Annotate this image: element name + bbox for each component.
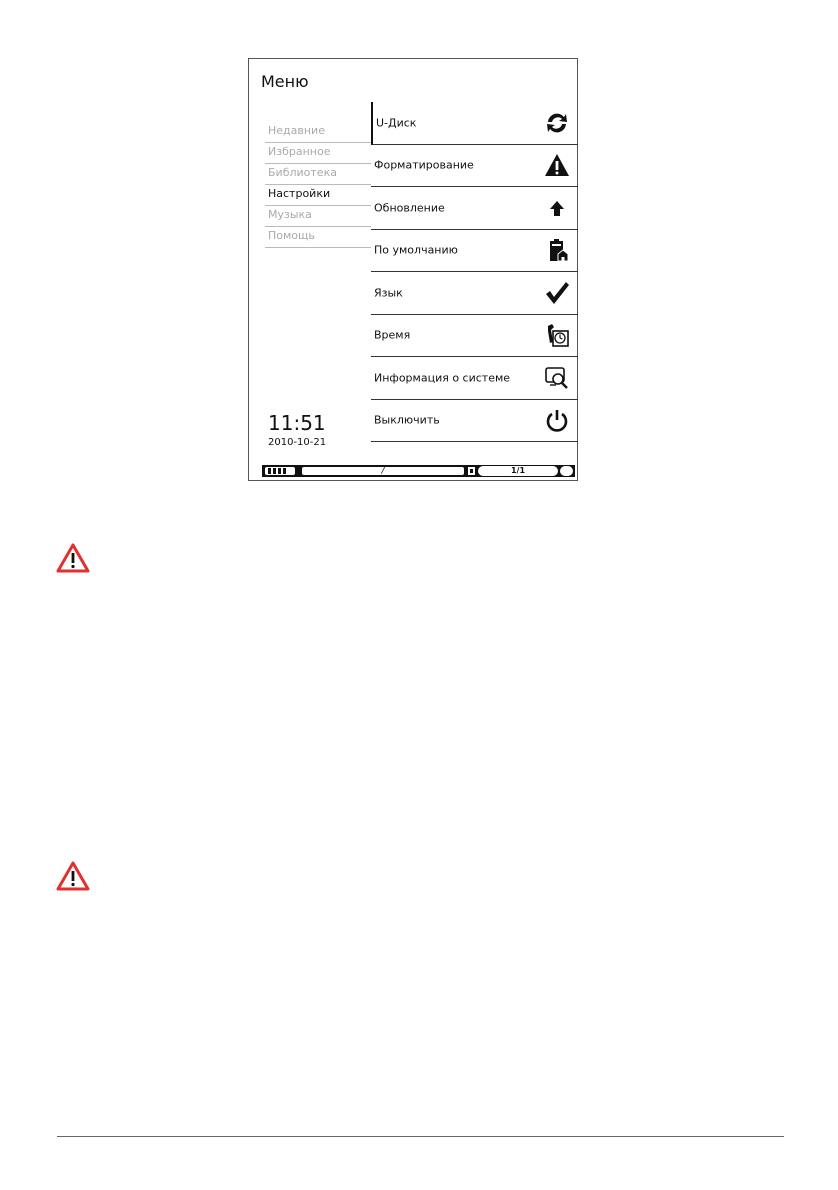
warning-icon bbox=[544, 152, 570, 178]
clock-date: 2010-10-21 bbox=[268, 437, 327, 448]
clock-tools-icon bbox=[544, 322, 570, 348]
warning-icon bbox=[55, 860, 91, 892]
footer-rule bbox=[57, 1136, 784, 1137]
path-indicator: / bbox=[302, 467, 464, 475]
settings-item-label: Информация о системе bbox=[374, 371, 511, 385]
settings-item-label: Обновление bbox=[374, 201, 445, 215]
settings-item-label: Язык bbox=[374, 286, 403, 300]
settings-item-default[interactable] bbox=[371, 230, 578, 273]
settings-item-update[interactable] bbox=[371, 187, 578, 230]
settings-item-time[interactable] bbox=[371, 315, 578, 358]
settings-item-label: Время bbox=[374, 328, 411, 342]
nav-item-recent[interactable]: Недавние bbox=[265, 122, 371, 143]
nav-item-help[interactable]: Помощь bbox=[265, 227, 371, 248]
nav-item-settings[interactable]: Настройки bbox=[265, 185, 371, 206]
settings-item-power-off[interactable] bbox=[371, 400, 578, 443]
nav-item-favorites[interactable]: Избранное bbox=[265, 143, 371, 164]
settings-item-label: U-Диск bbox=[376, 116, 417, 130]
monitor-search-icon bbox=[544, 365, 570, 391]
settings-item-format[interactable] bbox=[371, 145, 578, 188]
settings-item-language[interactable] bbox=[371, 272, 578, 315]
device-screen bbox=[248, 58, 578, 481]
settings-item-system-info[interactable] bbox=[371, 357, 578, 400]
nav-item-music[interactable]: Музыка bbox=[265, 206, 371, 227]
clock-time: 11:51 bbox=[268, 411, 326, 435]
status-round-button[interactable] bbox=[560, 466, 573, 476]
sd-card-icon bbox=[468, 467, 475, 475]
checkmark-icon bbox=[544, 280, 570, 306]
menu-title: Меню bbox=[261, 72, 309, 91]
power-icon bbox=[544, 407, 570, 433]
arrow-up-icon bbox=[544, 195, 570, 221]
warning-icon bbox=[55, 542, 91, 574]
nav-item-library[interactable]: Библиотека bbox=[265, 164, 371, 185]
settings-item-udisk[interactable] bbox=[371, 102, 578, 145]
settings-item-label: Форматирование bbox=[374, 158, 474, 172]
sidebar-nav bbox=[265, 122, 371, 248]
refresh-icon bbox=[544, 110, 570, 136]
settings-list bbox=[371, 102, 578, 442]
page-indicator: 1/1 bbox=[478, 466, 558, 476]
settings-item-label: По умолчанию bbox=[374, 243, 458, 257]
status-bar bbox=[262, 465, 575, 477]
battery-icon bbox=[265, 467, 295, 475]
settings-item-label: Выключить bbox=[374, 413, 440, 427]
clipboard-home-icon bbox=[544, 237, 570, 263]
